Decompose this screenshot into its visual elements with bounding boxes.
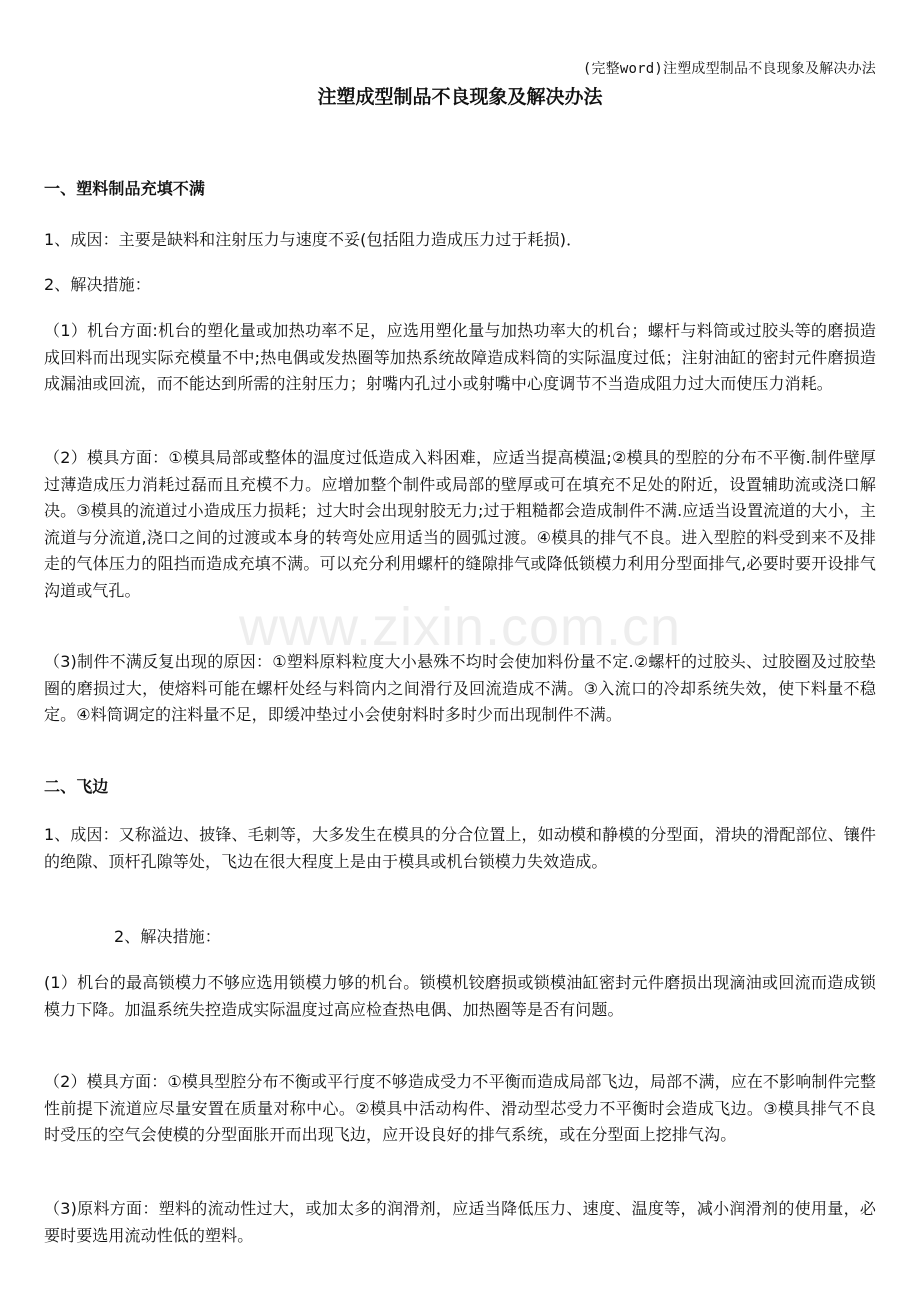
section1-measures-label: 2、解决措施： bbox=[44, 275, 151, 294]
section1-mold-paragraph: （2）模具方面：①模具局部或整体的温度过低造成入料困难，应适当提高模温;②模具的型腔的分布不平衡.制件壁厚过薄造成压力消耗过磊而且充模不力。应增加整个制件或局部的壁厚或可在填充不足处的附近，设置辅助流或浇口解决。③模具的流道过小造成压力损耗；过大时会出现射胶无力;过于粗糙都会造成制件不满.应适当设置流道的大小，主流道与分流道,浇口之间的过渡或本身的转弯处应用适当的圆弧过渡。④模具的排气不良。进入型腔的料受到来不及排走的气体压力的阻挡而造成充填不满。可以充分利用螺杆的缝隙排气或降低锁模力利用分型面排气,必要时要开设排气沟道或气孔。 bbox=[44, 448, 876, 600]
section2-mold-paragraph: （2）模具方面：①模具型腔分布不衡或平行度不够造成受力不平衡而造成局部飞边，局部不满，应在不影响制件完整性前提下流道应尽量安置在质量对称中心。②模具中活动构件、滑动型芯受力不平衡时会造成飞边。③模具排气不良时受压的空气会使模的分型面胀开而出现飞边，应开设良好的排气系统，或在分型面上挖排气沟。 bbox=[44, 1072, 876, 1144]
section-heading-underfill: 一、塑料制品充填不满 bbox=[44, 179, 206, 198]
section1-cause: 1、成因：主要是缺料和注射压力与速度不妥(包括阻力造成压力过于耗损)． bbox=[44, 230, 583, 249]
section1-machine-paragraph: （1）机台方面:机台的塑化量或加热功率不足，应选用塑化量与加热功率大的机台；螺杆与料筒或过胶头等的磨损造成回料而出现实际充模量不中;热电偶或发热圈等加热系统故障造成料筒的实际温度过低；注射油缸的密封元件磨损造成漏油或回流，而不能达到所需的注射压力；射嘴内孔过小或射嘴中心度调节不当造成阻力过大而使压力消耗。 bbox=[44, 321, 876, 393]
watermark: www.zixin.com.cn bbox=[238, 597, 682, 657]
section1-recurring-paragraph: （3)制件不满反复出现的原因：①塑料原料粒度大小悬殊不均时会使加料份量不定.②螺杆的过胶头、过胶圈及过胶垫圈的磨损过大，使熔料可能在螺杆处经与料筒内之间滑行及回流造成不满。③入流口的冷却系统失效，使下料量不稳定。④料筒调定的注料量不足，即缓冲垫过小会使射料时多时少而出现制件不满。 bbox=[44, 652, 876, 724]
running-header: (完整word)注塑成型制品不良现象及解决办法 bbox=[582, 61, 876, 77]
section2-cause: 1、成因：又称溢边、披锋、毛刺等，大多发生在模具的分合位置上，如动模和静模的分型面，滑块的滑配部位、镶件的绝隙、顶杆孔隙等处，飞边在很大程度上是由于模具或机台锁模力失效造成。 bbox=[44, 825, 876, 871]
section2-machine-paragraph: (1）机台的最高锁模力不够应选用锁模力够的机台。锁模机铰磨损或锁模油缸密封元件磨损出现滴油或回流而造成锁模力下降。加温系统失控造成实际温度过高应检查热电偶、加热圈等是否有问题。 bbox=[44, 973, 876, 1019]
document-title: 注塑成型制品不良现象及解决办法 bbox=[317, 86, 603, 108]
section-heading-flash: 二、飞边 bbox=[44, 777, 109, 796]
section2-material-paragraph: （3)原料方面：塑料的流动性过大，或加太多的润滑剂，应适当降低压力、速度、温度等，减小润滑剂的使用量，必要时要选用流动性低的塑料。 bbox=[44, 1199, 876, 1245]
section2-measures-label: 2、解决措施： bbox=[114, 927, 221, 946]
